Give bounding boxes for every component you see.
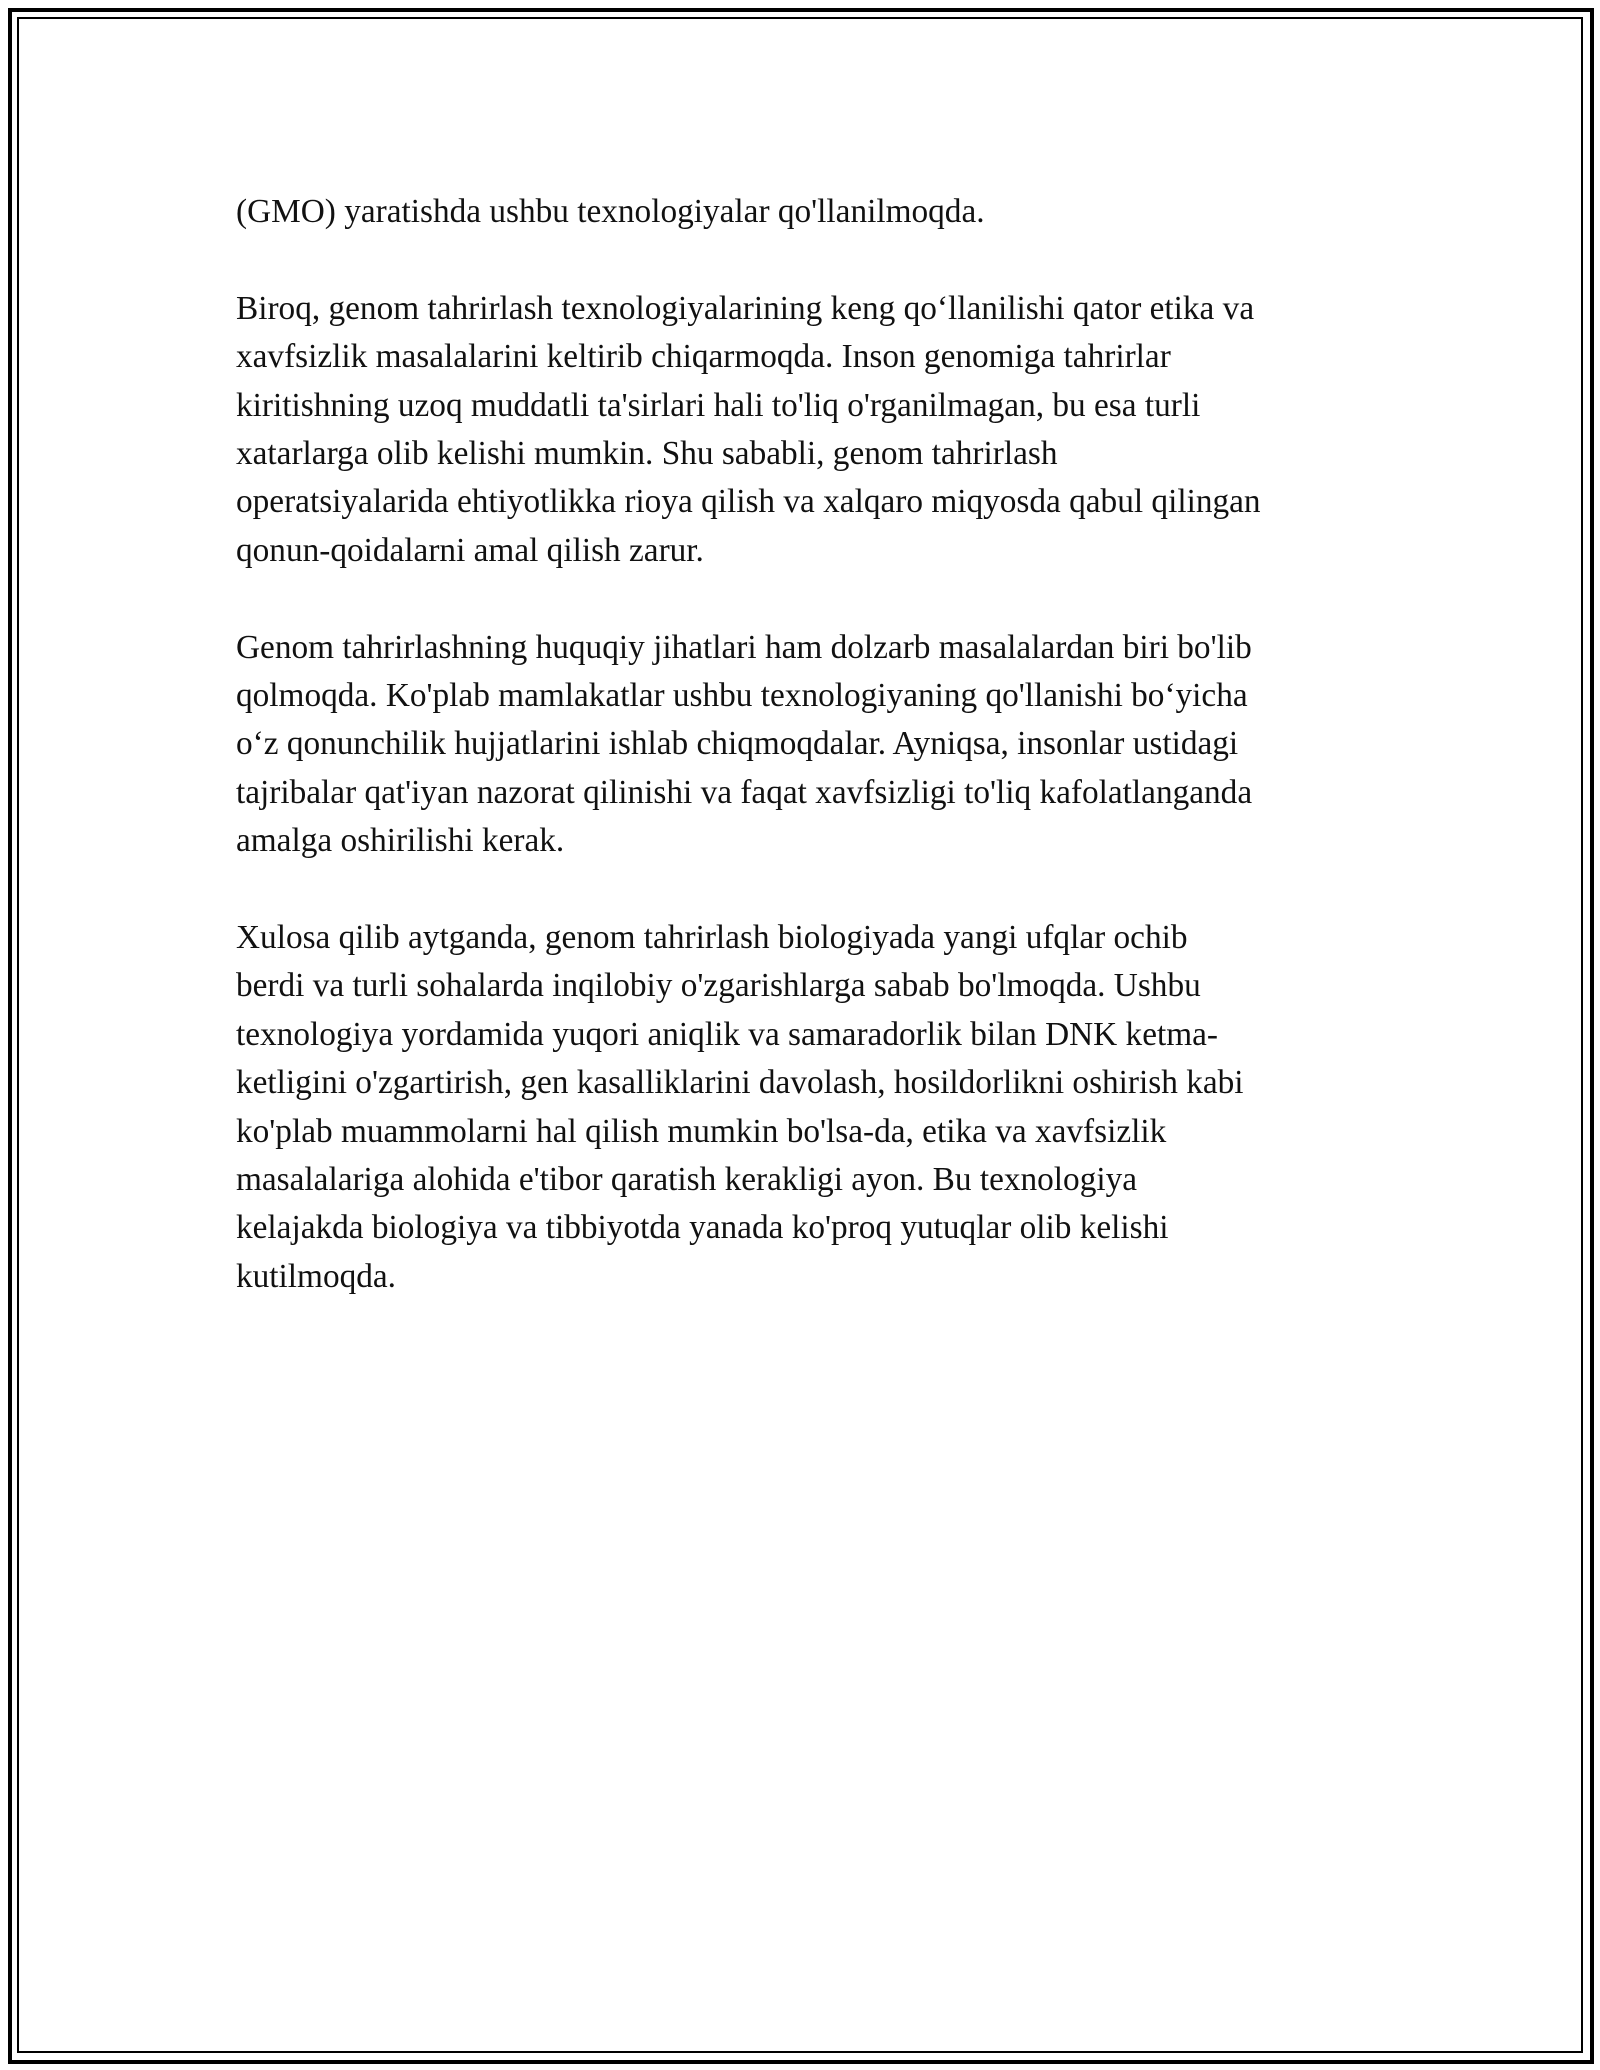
paragraph-legal-aspects: Genom tahrirlashning huquqiy jihatlari ham dolzarb masalalardan biri bo'lib qolmoqda. Ko'plab mamlakatlar ushbu texnologiyaning qo'llanishi bo‘yicha o‘z qonunchilik hujjatlarini ishlab chiqmoqdalar. Ayniqsa, insonlar ustidagi tajribalar qat'iyan nazorat qilinishi va faqat xavfsizligi to'liq kafolatlanganda amalga oshirilishi kerak. bbox=[236, 628, 1253, 860]
paragraph-gmo-continuation: (GMO) yaratishda ushbu texnologiyalar qo'llanilmoqda. bbox=[236, 193, 985, 230]
document-body bbox=[236, 188, 1376, 1350]
paragraph-ethics-safety: Biroq, genom tahrirlash texnologiyalarining keng qo‘llanilishi qator etika va xavfsizlik masalalarini keltirib chiqarmoqda. Inson genomiga tahrirlar kiritishning uzoq muddatli ta'sirlari hali to'liq o'rganilmagan, bu esa turli xatarlarga olib kelishi mumkin. Shu sababli, genom tahrirlash operatsiyalarida ehtiyotlikka rioya qilish va xalqaro miqyosda qabul qilingan qonun-qoidalarni amal qilish zarur. bbox=[236, 289, 1261, 569]
paragraph-conclusion: Xulosa qilib aytganda, genom tahrirlash biologiyada yangi ufqlar ochib berdi va turli sohalarda inqilobiy o'zgarishlarga sabab bo'lmoqda. Ushbu texnologiya yordamida yuqori aniqlik va samaradorlik bilan DNK ketma- ketligini o'zgartirish, gen kasalliklarini davolash, hosildorlikni oshirish kabi ko'plab muammolarni hal qilish mumkin bo'lsa-da, etika va xavfsizlik masalalariga alohida e'tibor qaratish kerakligi ayon. Bu texnologiya kelajakda biologiya va tibbiyotda yanada ko'proq yutuqlar olib kelishi kutilmoqda. bbox=[236, 919, 1244, 1295]
